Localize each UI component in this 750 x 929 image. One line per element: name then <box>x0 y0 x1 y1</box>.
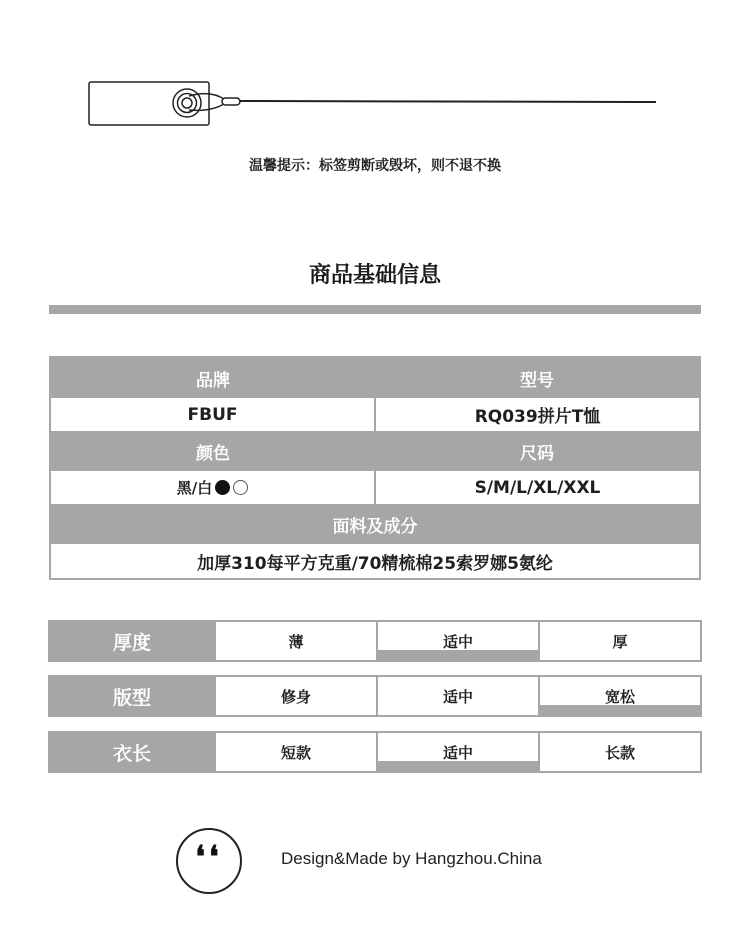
fabric-label: 面料及成分 <box>332 516 418 537</box>
rating-label: 衣长 <box>50 733 214 771</box>
tag-warning-notice: 温馨提示：标签剪断或毁坏，则不退不换 <box>249 158 501 174</box>
rating-option: 修身 <box>216 677 376 715</box>
rating-option: 薄 <box>216 622 376 660</box>
product-info-table <box>49 356 701 580</box>
quote-mark-icon: ❛❛ <box>195 840 223 875</box>
section-title: 商品基础信息 <box>308 263 441 288</box>
brand-value: FBUF <box>187 404 238 425</box>
model-label: 型号 <box>520 370 554 391</box>
fabric-value: 加厚310每平方克重/70精梳棉25索罗娜5氨纶 <box>197 553 553 574</box>
length-rating-row <box>48 731 702 773</box>
selected-marker <box>378 650 538 660</box>
info-value-row-3 <box>51 544 699 578</box>
hang-tag-illustration <box>0 0 750 140</box>
info-value-row-1 <box>51 398 699 431</box>
info-header-row-2 <box>51 431 699 471</box>
rating-option: 适中 <box>378 677 538 715</box>
info-value-row-2 <box>51 471 699 504</box>
tag-string <box>240 101 656 102</box>
rating-option-selected: 适中 <box>378 622 538 660</box>
tag-string-clip <box>222 98 240 105</box>
color-value-cell <box>51 471 374 504</box>
model-value: RQ039拼片T恤 <box>374 398 699 431</box>
rating-label: 厚度 <box>50 622 214 660</box>
info-header-row-3 <box>51 504 699 544</box>
thickness-rating-row <box>48 620 702 662</box>
color-label: 颜色 <box>196 443 230 464</box>
rating-option: 短款 <box>216 733 376 771</box>
brand-label: 品牌 <box>196 370 230 391</box>
info-header-row-1 <box>51 358 699 398</box>
tag-eyelet-inner <box>182 98 192 108</box>
black-swatch-icon <box>215 480 230 495</box>
white-swatch-icon <box>233 480 248 495</box>
rating-option: 长款 <box>540 733 700 771</box>
fit-rating-row <box>48 675 702 717</box>
color-value: 黑/白 <box>176 479 213 497</box>
footer-credit: Design&Made by Hangzhou.China <box>281 849 542 868</box>
section-divider <box>49 305 701 314</box>
size-value: S/M/L/XL/XXL <box>374 471 699 504</box>
rating-option: 厚 <box>540 622 700 660</box>
rating-option-selected: 适中 <box>378 733 538 771</box>
selected-marker <box>378 761 538 771</box>
rating-option-selected: 宽松 <box>540 677 700 715</box>
size-label: 尺码 <box>520 443 554 464</box>
selected-marker <box>540 705 700 715</box>
rating-label: 版型 <box>50 677 214 715</box>
